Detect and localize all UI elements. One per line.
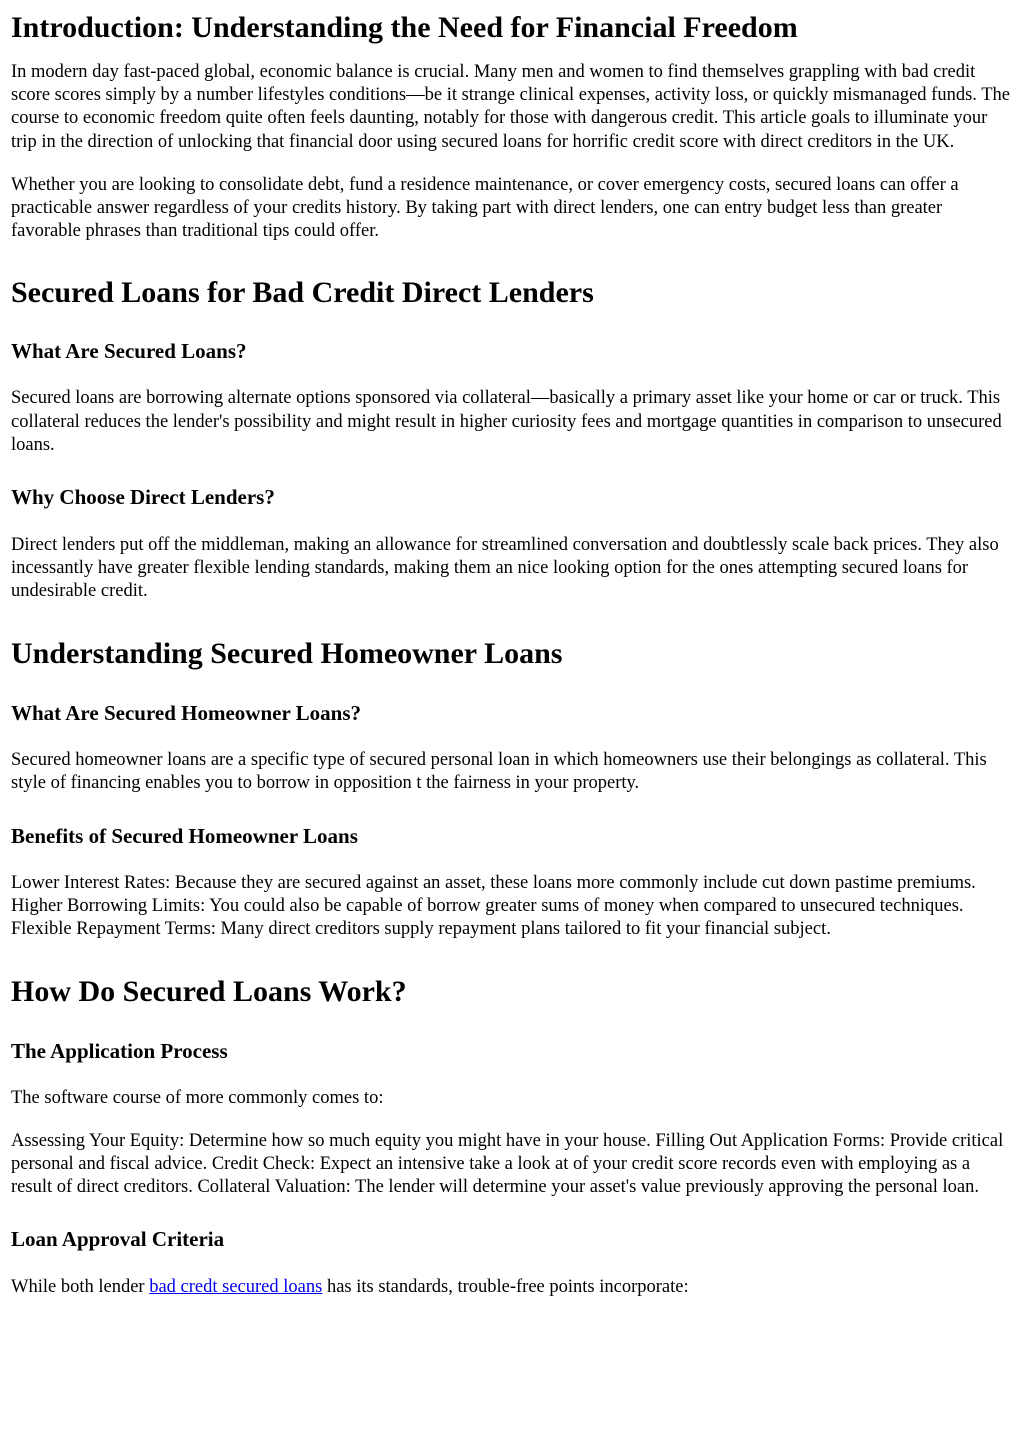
application-process-intro: The software course of more commonly comes to:	[11, 1087, 384, 1108]
secured-loans-heading: Secured Loans for Bad Credit Direct Lenders	[11, 276, 594, 310]
why-direct-lenders-heading: Why Choose Direct Lenders?	[11, 485, 275, 510]
how-secured-loans-work-heading: How Do Secured Loans Work?	[11, 974, 407, 1008]
approval-criteria-heading: Loan Approval Criteria	[11, 1227, 225, 1252]
what-are-secured-loans-text: Secured loans are borrowing alternate options sponsored via collateral—basically a primary asset like your home or car or truck. This collateral reduces the lender's possibility and might result in higher curiosity fees and mortgage quantities in comparison to unsecured loans.	[11, 388, 1002, 455]
approval-criteria-text-before: While both lender	[11, 1277, 150, 1298]
intro-heading: Introduction: Understanding the Need for Financial Freedom	[11, 11, 798, 44]
approval-criteria-text	[11, 1276, 1013, 1299]
why-direct-lenders-text: Direct lenders put off the middleman, making an allowance for streamlined conversation and doubtlessly scale back prices. They also incessantly have greater flexible lending standards, making them an nice looking option for the ones attempting secured loans for undesirable credit.	[11, 535, 999, 602]
approval-criteria-text-after: has its standards, trouble-free points incorporate:	[322, 1277, 689, 1298]
benefits-heading: Benefits of Secured Homeowner Loans	[11, 824, 358, 849]
application-process-heading: The Application Process	[11, 1038, 228, 1063]
benefits-text: Lower Interest Rates: Because they are secured against an asset, these loans more commonly include cut down pastime premiums. Higher Borrowing Limits: You could also be capable of borrow greater sums of money when compared to unsecured techniques. Flexible Repayment Terms: Many direct creditors supply repayment plans tailored to fit your financial subject.	[11, 873, 976, 940]
what-are-homeowner-loans-text: Secured homeowner loans are a specific type of secured personal loan in which homeowners use their belongings as collateral. This style of financing enables you to borrow in opposition t the fairness in your property.	[11, 749, 987, 793]
application-process-text: Assessing Your Equity: Determine how so much equity you might have in your house. Filling Out Application Forms: Provide critical personal and fiscal advice. Credit Check: Expect an intensive take a look at of your credit score records even with employing as a result of direct creditors. Collateral Valuation: The lender will determine your asset's value previously approving the personal loan.	[11, 1130, 1004, 1198]
intro-paragraph-1: In modern day fast-paced global, economic balance is crucial. Many men and women to find themselves grappling with bad credit score scores simply by a number lifestyles conditions—be it strange clinical expenses, activity loss, or quickly mismanaged funds. The course to economic freedom quite often feels daunting, notably for those with dangerous credit. This article goals to illuminate your trip in the direction of unlocking that financial door using secured loans for horrific credit score with direct creditors in the UK.	[11, 62, 1010, 152]
bad-credit-secured-loans-link[interactable]: bad credt secured loans	[149, 1277, 323, 1298]
intro-paragraph-2: Whether you are looking to consolidate debt, fund a residence maintenance, or cover emergency costs, secured loans can offer a practicable answer regardless of your credits history. By taking part with direct lenders, one can entry budget less than greater favorable phrases than traditional tips could offer.	[11, 174, 959, 242]
what-are-homeowner-loans-heading: What Are Secured Homeowner Loans?	[11, 700, 361, 725]
homeowner-loans-heading: Understanding Secured Homeowner Loans	[11, 636, 563, 670]
what-are-secured-loans-heading: What Are Secured Loans?	[11, 339, 247, 364]
